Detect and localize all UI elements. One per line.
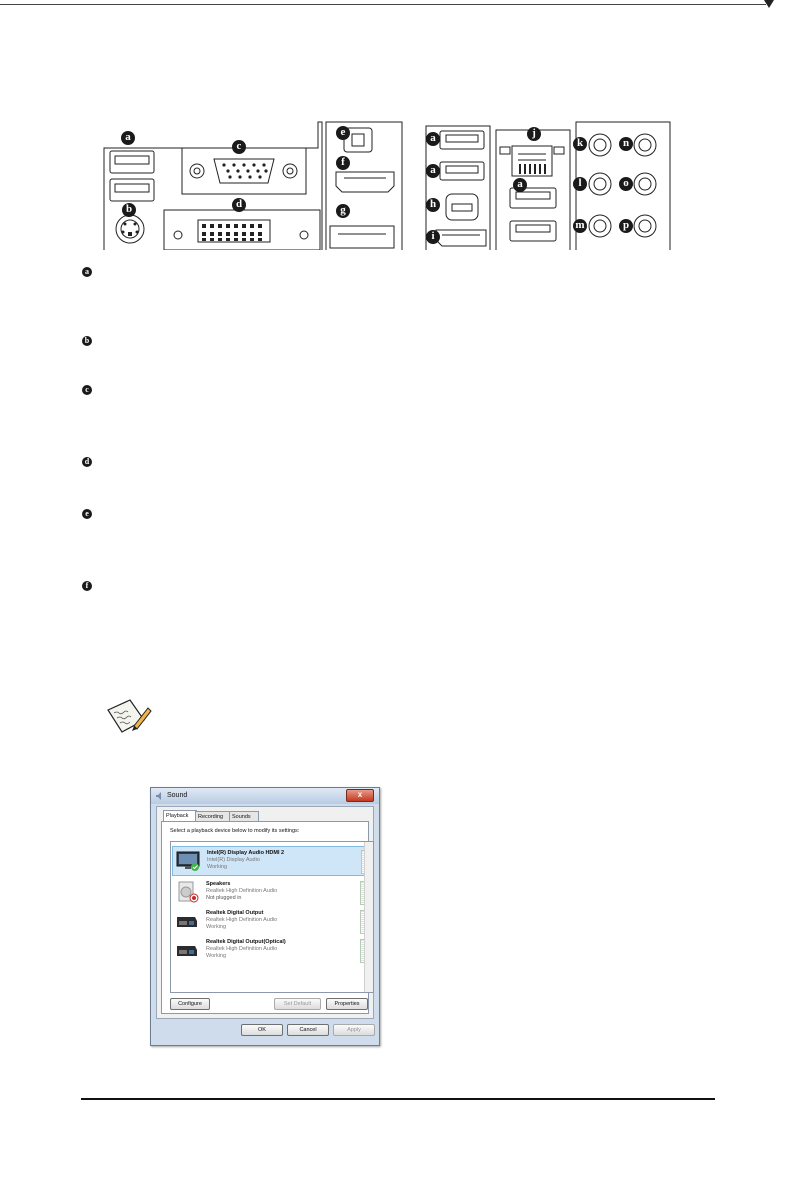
device-status: Working <box>207 864 228 870</box>
top-rule <box>0 0 794 10</box>
callout-b: b <box>122 203 136 217</box>
speaker-small-icon <box>156 792 164 800</box>
playback-instruction: Select a playback device below to modify its settings: <box>170 828 300 834</box>
apply-button[interactable]: Apply <box>333 1024 375 1036</box>
tab-sounds[interactable]: Sounds <box>229 811 259 822</box>
device-status: Working <box>206 924 227 930</box>
set-default-button[interactable]: Set Default <box>274 998 321 1010</box>
callout-f: f <box>336 156 350 170</box>
callout-p: p <box>619 219 633 233</box>
device-desc: Realtek High Definition Audio <box>206 946 278 952</box>
callout-k: k <box>573 137 587 151</box>
device-hdmi[interactable] <box>172 846 366 876</box>
sound-dialog-title: Sound <box>167 792 188 799</box>
tab-recording[interactable]: Recording <box>195 811 231 822</box>
device-list-scrollbar[interactable] <box>364 842 373 992</box>
device-name: Intel(R) Display Audio HDMI 2 <box>207 850 285 856</box>
callout-e: e <box>336 126 350 140</box>
ok-button[interactable]: OK <box>241 1024 283 1036</box>
tab-playback[interactable]: Playback <box>163 810 197 822</box>
cancel-button[interactable]: Cancel <box>287 1024 329 1036</box>
device-name: Realtek Digital Output(Optical) <box>206 939 286 945</box>
callout-n: n <box>619 137 633 151</box>
back-panel-diagram <box>100 118 674 250</box>
device-status: Working <box>206 953 227 959</box>
sound-dialog-titlebar <box>151 788 379 804</box>
callout-m: m <box>573 219 587 233</box>
desc-bullet-d: d <box>82 457 92 467</box>
callout-d: d <box>232 198 246 212</box>
sound-dialog <box>150 787 380 1046</box>
device-name: Speakers <box>206 881 231 887</box>
back-panel-drawing <box>100 118 674 250</box>
monitor-icon <box>176 850 200 872</box>
device-digital-output-optical[interactable] <box>172 936 364 964</box>
callout-a-2: a <box>426 132 440 146</box>
playback-pane <box>161 821 369 1014</box>
configure-button[interactable]: Configure <box>170 998 210 1010</box>
digital-output-icon <box>175 939 199 961</box>
speaker-icon <box>175 881 199 903</box>
device-list <box>170 841 374 993</box>
desc-bullet-b: b <box>82 336 92 346</box>
callout-i: i <box>426 230 440 244</box>
callout-a-4: a <box>513 178 527 192</box>
callout-h: h <box>426 198 440 212</box>
close-button[interactable]: x <box>346 789 374 802</box>
device-speakers[interactable] <box>172 878 364 906</box>
callout-a: a <box>121 131 135 145</box>
digital-output-icon <box>175 910 199 932</box>
callout-c: c <box>232 140 246 154</box>
desc-bullet-a: a <box>82 267 92 277</box>
desc-bullet-f: f <box>82 581 92 591</box>
callout-g: g <box>336 204 350 218</box>
desc-bullet-e: e <box>82 509 92 519</box>
sound-dialog-body <box>156 806 374 1019</box>
device-desc: Realtek High Definition Audio <box>206 917 278 923</box>
callout-l: l <box>573 177 587 191</box>
device-name: Realtek Digital Output <box>206 910 264 916</box>
callout-o: o <box>619 177 633 191</box>
device-desc: Intel(R) Display Audio <box>207 857 260 863</box>
properties-button[interactable]: Properties <box>326 998 368 1010</box>
footer-rule <box>81 1098 715 1100</box>
desc-bullet-c: c <box>82 385 92 395</box>
top-rule-line <box>0 4 766 5</box>
note-pencil-icon <box>104 696 152 736</box>
device-digital-output[interactable] <box>172 907 364 935</box>
device-desc: Realtek High Definition Audio <box>206 888 278 894</box>
callout-a-3: a <box>426 164 440 178</box>
page-marker-icon <box>764 0 774 8</box>
device-status: Not plugged in <box>206 895 242 901</box>
callout-j: j <box>527 127 541 141</box>
